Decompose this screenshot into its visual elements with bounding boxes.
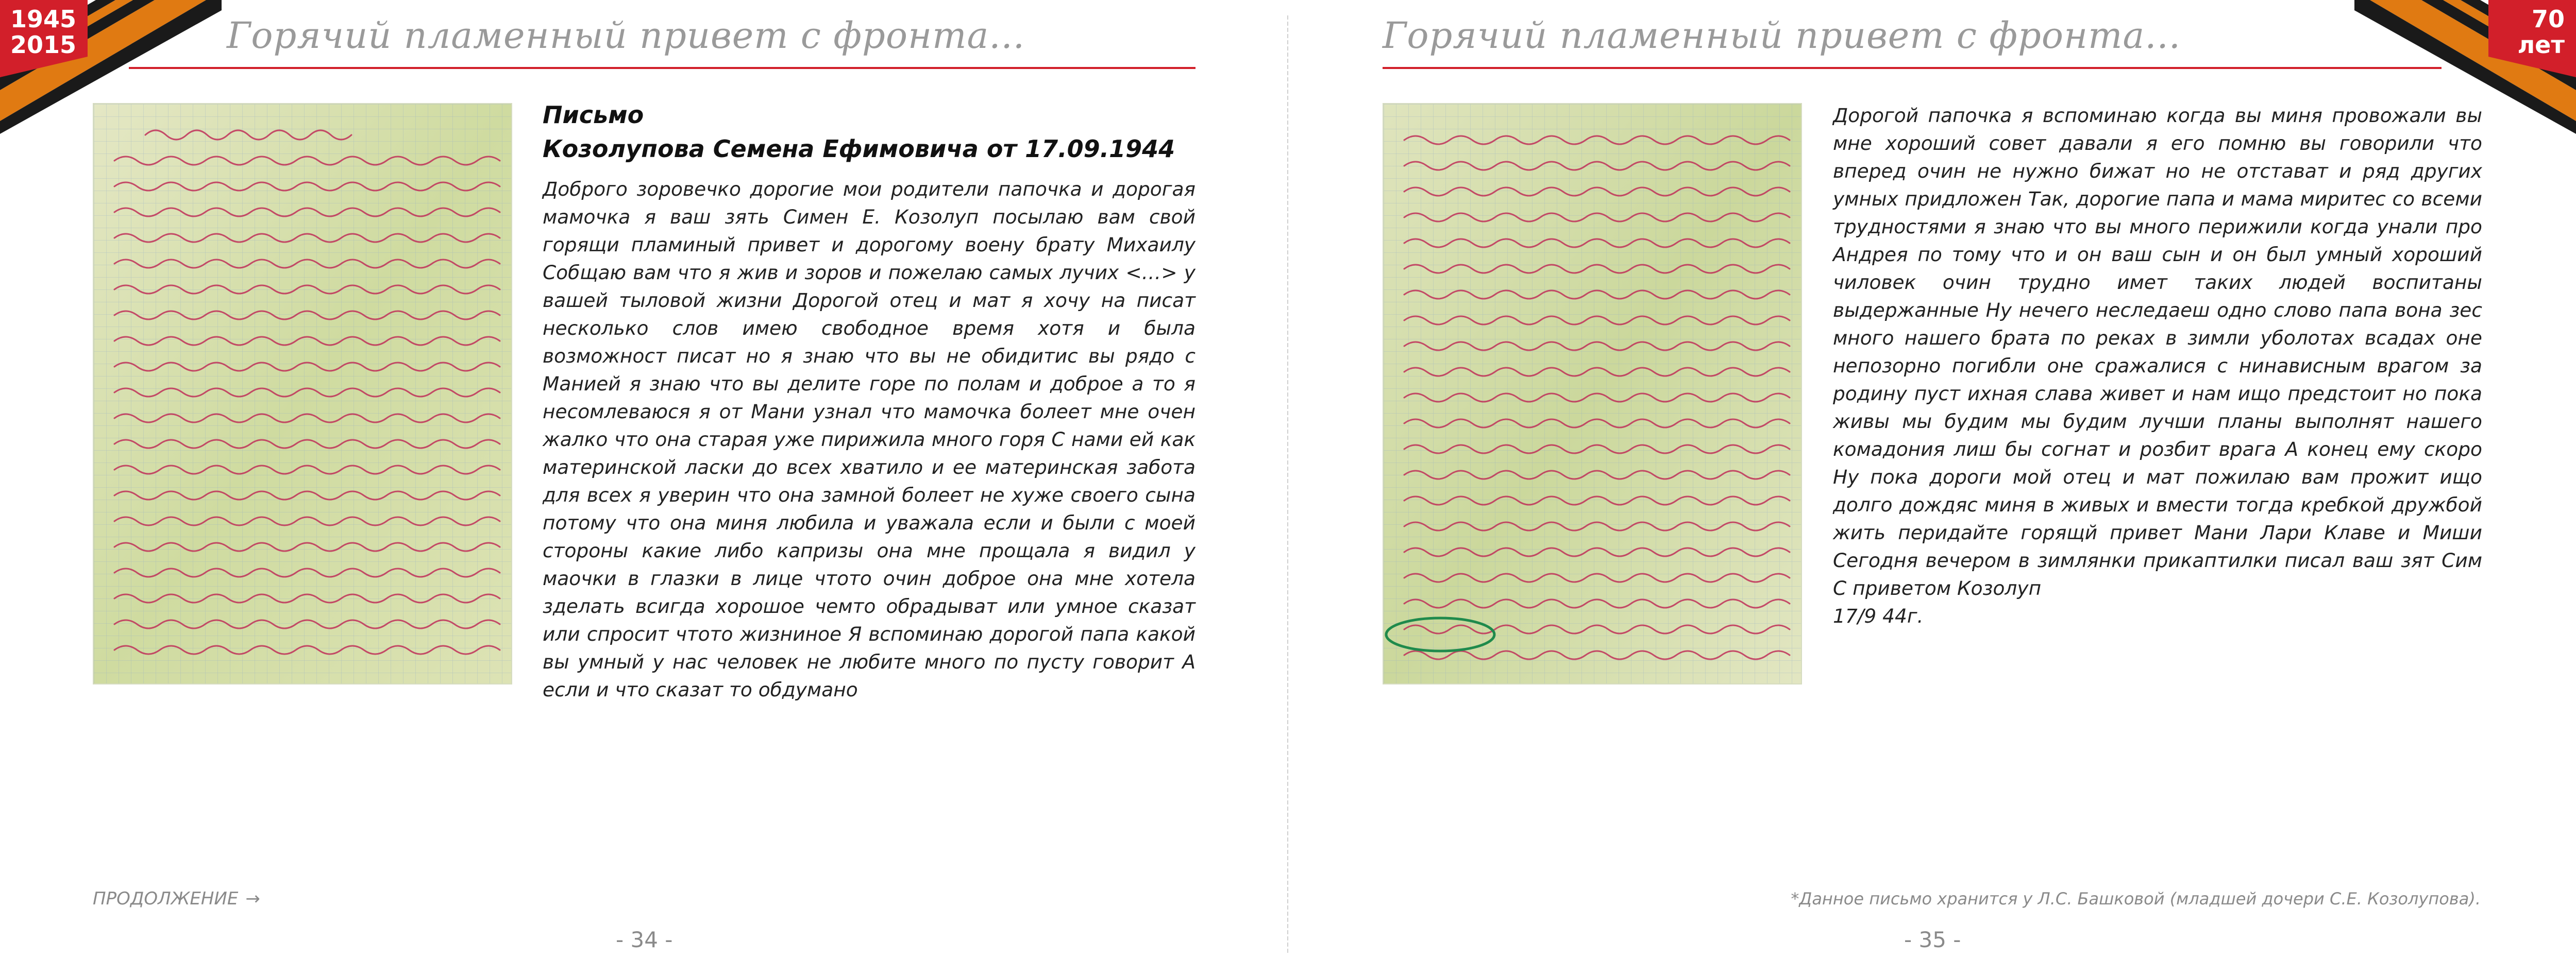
running-header: Горячий пламенный привет с фронта... — [227, 14, 1025, 57]
badge-year-end: 2015 — [10, 31, 77, 59]
letter-scan-page-1 — [93, 103, 512, 684]
page-number: - 35 - — [1904, 927, 1961, 952]
archive-footnote: *Данное письмо хранится у Л.С. Башковой (младшей дочери С.Е. Козолупова). — [1791, 889, 2481, 909]
right-page — [1288, 0, 2576, 976]
letter-transcription-part-1 — [543, 175, 1196, 704]
letter-title — [543, 98, 1175, 166]
arrow-right-icon: → — [245, 888, 260, 909]
page-number: - 34 - — [616, 927, 673, 952]
header-rule — [1383, 67, 2442, 69]
letter-date: 17/9 44г. — [1833, 605, 1924, 627]
letter-transcription-part-2 — [1833, 101, 2482, 630]
continue-link[interactable] — [93, 888, 260, 909]
letter-transcription-text: Доброго зоровечко дорогие мои родители папочка и дорогая мамочка я ваш зять Симен Е. Козолуп посылаю вам свой горящи пламиный привет и дорогому воену брату Михаилу Собщаю вам что я жив и зоров и пожелаю самых лучих <…> у вашей тыловой жизни Дорогой отец и мат я хочу на писат несколько слов имею свободное время хотя и была возможност писат но я знаю что вы не обидитис вы рядо с Манией я знаю что вы делите горе по полам и доброе а то я несомлеваюся я от Мани узнал что мамочка болеет мне очен жалко что она старая уже пирижила много горя С нами ей как материнской ласки до всех хватило и ее материнская забота для всех я уверин что она замной болеет не хуже своего сына потому что она миня любила и уважала если и были с моей стороны какие либо капризы она мне прощала я видил у маочки в глазки в лице чтото очин доброе она мне хотела зделать всигда хорошое чемто обрадыват или умное сказат или спросит чтото жизниное Я вспоминаю дорогой папа какой вы умный у нас человек не любите много по пусту говорит А если и что сказат то обдумано — [543, 178, 1196, 701]
header-rule — [129, 67, 1196, 69]
handwritten-letter-image — [1384, 104, 1801, 683]
letter-title-line-2: Козолупова Семена Ефимовича от 17.09.1944 — [543, 135, 1175, 163]
continue-label: ПРОДОЛЖЕНИЕ — [93, 888, 239, 909]
badge-number: 70 — [2531, 5, 2565, 33]
badge-year-start: 1945 — [10, 5, 77, 33]
running-header: Горячий пламенный привет с фронта... — [1383, 14, 2181, 57]
letter-transcription-text: Дорогой папочка я вспоминаю когда вы миня провожали вы мне хороший совет давали я его помню вы говорили что вперед очин не нужно бижат но не отстават и ряд других умных придложен Так, дорогие папа и мама миритес со всеми трудностями я знаю что вы много перижили когда унали про Андрея по тому что и он ваш сын и он был умный хороший чиловек очин трудно имет таких людей воспитаны выдержанные Ну нечего неследаеш одно слово папа вона зес много нашего брата по реках в зимли уболотах всадах оне непозорно погибли оне сражалися с нинависным врагом за родину пуст ихная слава живет и нам ищо предстоит но пока живы мы будим мы будим лучши планы выполнят нашего комадония лиш бы согнат и розбит врага А конец ему скоро Ну пока дороги мой отец и мат пожилаю вам прожит ищо долго дождяс миня в живых и вмести тогда кребкой дружбой жить перидайте горящй привет Мани Лари Клаве и Миши Сегодня вечером в зимлянки прикаптилки писал ваш зят Сим С приветом Козолуп — [1833, 104, 2482, 600]
handwritten-letter-image — [94, 104, 511, 683]
letter-scan-page-2 — [1383, 103, 1802, 684]
letter-title-line-1: Письмо — [543, 101, 644, 129]
badge-years-label: лет — [2517, 31, 2565, 59]
